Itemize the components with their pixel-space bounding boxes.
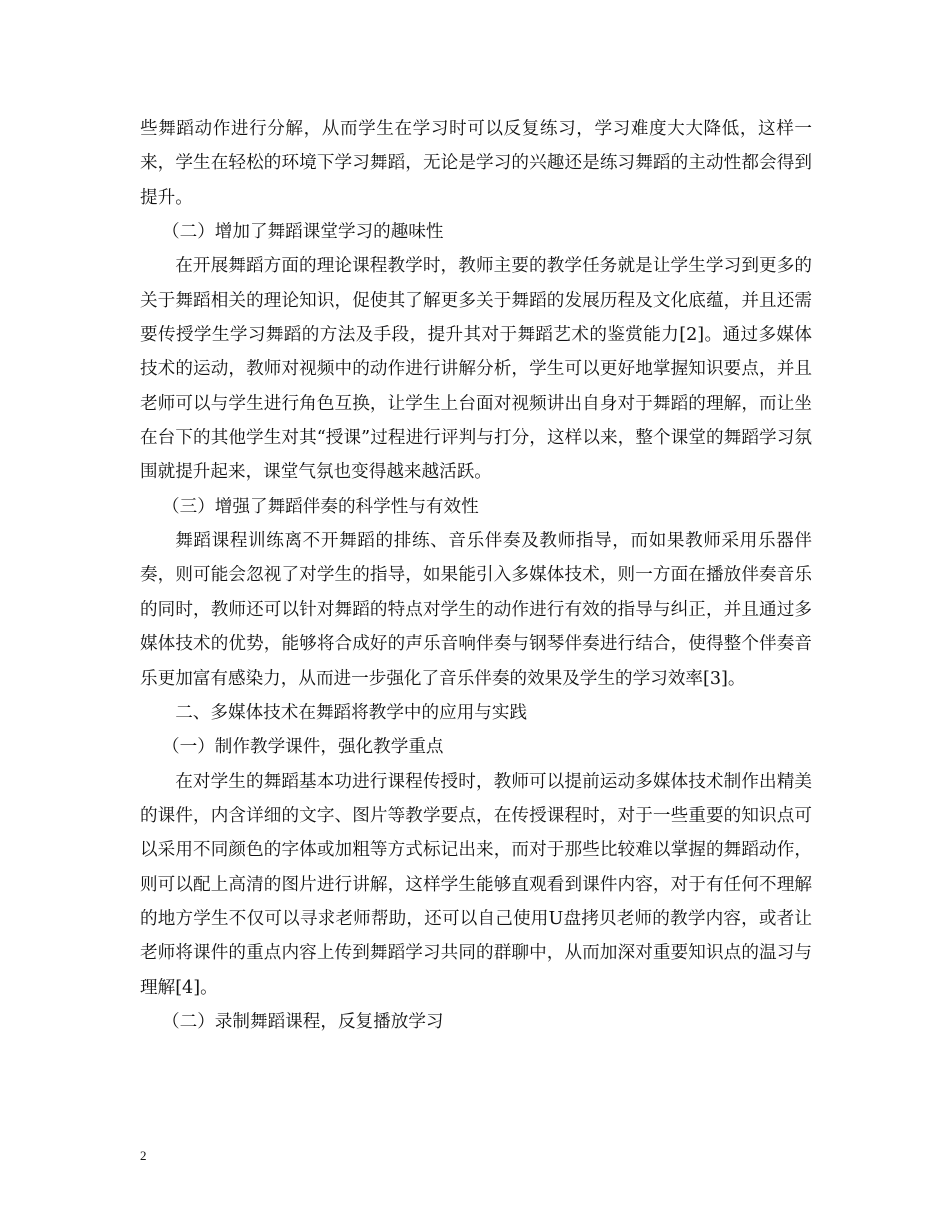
subheading-2b: （二）录制舞蹈课程，反复播放学习 bbox=[162, 1011, 444, 1032]
paragraph-body: 舞蹈课程训练离不开舞蹈的排练、音乐伴奏及教师指导，而如果教师采用乐器伴奏，则可能会忽视了对学生的指导，如果能引入多媒体技术，则一方面在播放伴奏音乐的同时，教师还可以针对舞蹈的特点对学生的动作进行有效的指导与纠正，并且通过多媒体技术的优势，能够将合成好的声乐音响伴奏与钢琴伴奏进行结合，使得整个伴奏音乐更加富有感染力，从而进一步强化了音乐伴奏的效果及学生的学习效率[3]。 bbox=[140, 531, 812, 689]
subheading-3: （三）增强了舞蹈伴奏的科学性与有效性 bbox=[162, 496, 479, 517]
document-body bbox=[140, 112, 812, 1039]
paragraph-body: 在开展舞蹈方面的理论课程教学时，教师主要的教学任务就是让学生学习到更多的关于舞蹈相关的理论知识，促使其了解更多关于舞蹈的发展历程及文化底蕴，并且还需要传授学生学习舞蹈的方法及手段，提升其对于舞蹈艺术的鉴赏能力[2]。通过多媒体技术的运动，教师对视频中的动作进行讲解分析，学生可以更好地掌握知识要点，并且老师可以与学生进行角色互换，让学生上台面对视频讲出自身对于舞蹈的理解，而让坐在台下的其他学生对其“授课”过程进行评判与打分，这样以来，整个课堂的舞蹈学习氛围就提升起来，课堂气氛也变得越来越活跃。 bbox=[140, 256, 812, 483]
page-number: 2 bbox=[140, 1148, 147, 1163]
paragraph-continued: 些舞蹈动作进行分解，从而学生在学习时可以反复练习，学习难度大大降低，这样一来，学生在轻松的环境下学习舞蹈，无论是学习的兴趣还是练习舞蹈的主动性都会得到提升。 bbox=[140, 119, 812, 208]
subheading-1: （一）制作教学课件，强化教学重点 bbox=[162, 737, 444, 758]
paragraph-body: 在对学生的舞蹈基本功进行课程传授时，教师可以提前运动多媒体技术制作出精美的课件，内含详细的文字、图片等教学要点，在传授课程时，对于一些重要的知识点可以采用不同颜色的字体或加粗等方式标记出来，而对于那些比较难以掌握的舞蹈动作，则可以配上高清的图片进行讲解，这样学生能够直观看到课件内容，对于有任何不理解的地方学生不仅可以寻求老师帮助，还可以自己使用U盘拷贝老师的教学内容，或者让老师将课件的重点内容上传到舞蹈学习共同的群聊中，从而加深对重要知识点的温习与理解[4]。 bbox=[140, 771, 812, 998]
section-heading: 二、多媒体技术在舞蹈将教学中的应用与实践 bbox=[175, 702, 528, 723]
subheading-2: （二）增加了舞蹈课堂学习的趣味性 bbox=[162, 222, 444, 243]
